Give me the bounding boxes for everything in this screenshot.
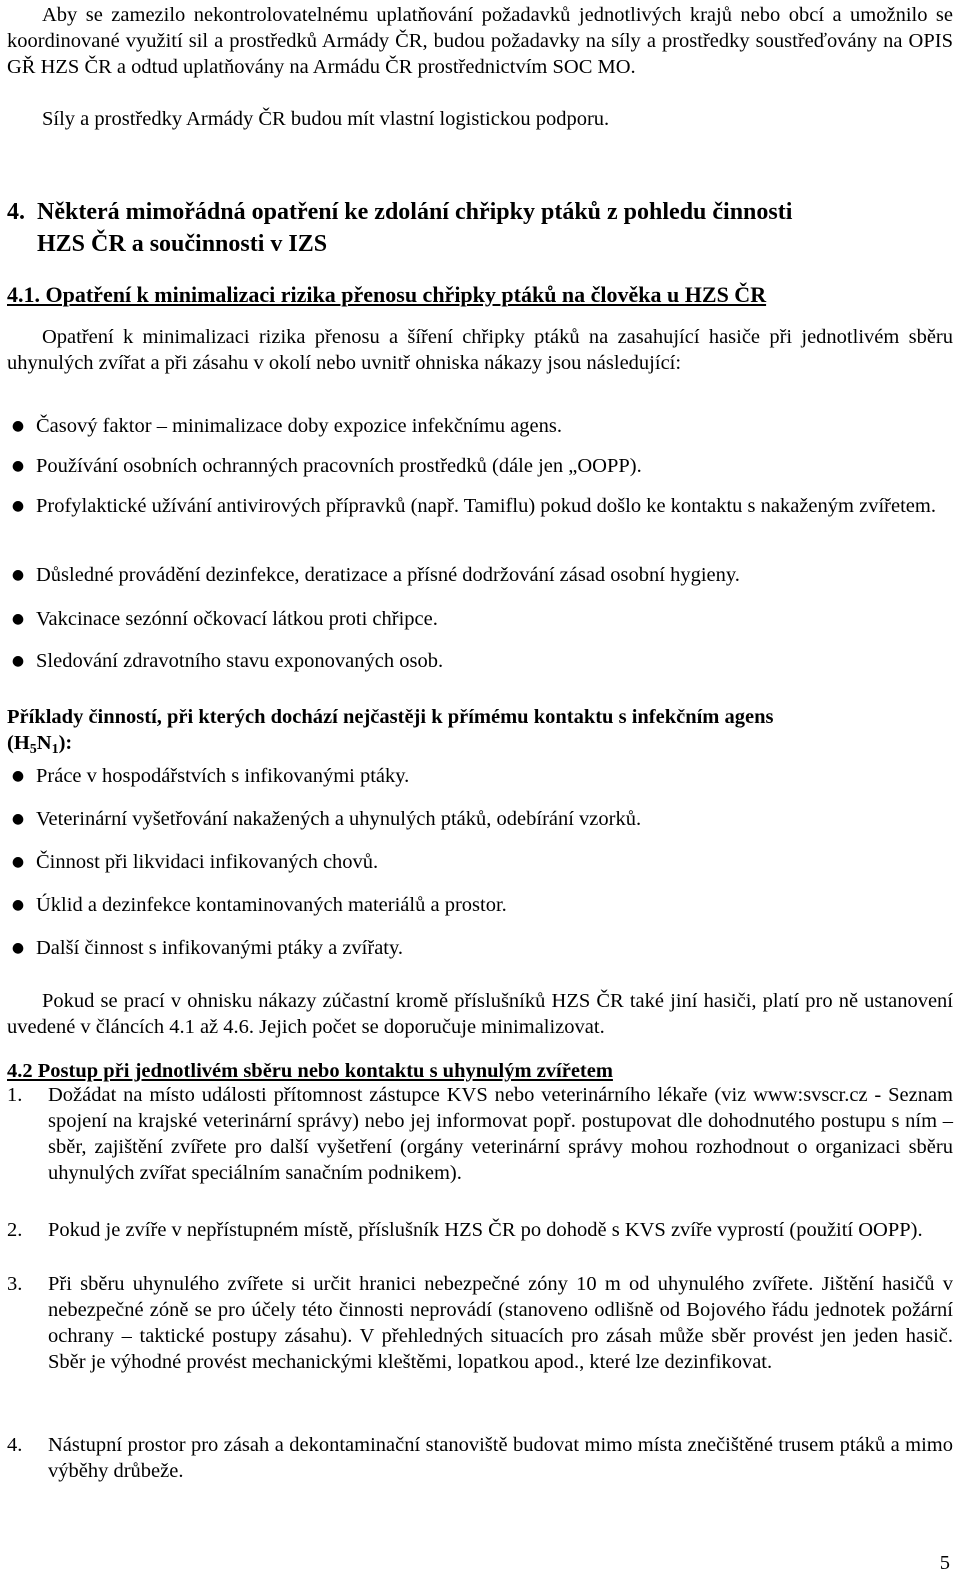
intro-paragraph: Aby se zamezilo nekontrolovatelnému uplatňování požadavků jednotlivých krajů nebo obcí a umožnilo se koordinované využití sil a prostředků Armády ČR, budou požadavky na síly a prostředky soustřeďovány na OPIS GŘ HZS ČR a odtud uplatňovány na Armádu ČR prostřednictvím SOC MO. <box>7 4 953 78</box>
numbered-item: 1. Dožádat na místo události přítomnost zástupce KVS nebo veterinárního lékaře (viz www:svscr.cz - Seznam spojení na krajské veterinární správy) nebo jej informovat popř. postupovat dle dohodnutého postupu s ním – sběr, zajištění zvířete pro další vyšetření (orgány veterinární správy mohou rozhodnout o organizaci sběru uhynulých zvířat speciálním sanačním podnikem). <box>7 1084 953 1184</box>
numbered-item: 4. Nástupní prostor pro zásah a dekontaminační stanoviště budovat mimo místa znečištěné trusem ptáků a mimo výběhy drůbeže. <box>7 1434 953 1482</box>
section-4-title-line2: HZS ČR a součinnosti v IZS <box>37 231 328 257</box>
list-item: ● Používání osobních ochranných pracovních prostředků (dále jen „OOPP). <box>0 453 953 479</box>
list-item: ● Úklid a dezinfekce kontaminovaných materiálů a prostor. <box>0 892 953 918</box>
intro-logistics-sentence: Síly a prostředky Armády ČR budou mít vlastní logistickou podporu. <box>42 108 610 130</box>
bullet-icon: ● <box>11 567 25 583</box>
page-number: 5 <box>939 1552 950 1574</box>
numbered-item: 3. Při sběru uhynulého zvířete si určit hranici nebezpečné zóny 10 m od uhynulého zvířete. Jištění hasičů v nebezpečné zóně se pro účely této činnosti neprovádí (stanoveno odlišně od Bojového řádu jednotek požární ochrany – taktické postupy zásahu). V přehledných situacích pro zásah může sběr provést jen jeden hasič. Sběr je výhodné provést mechanickými kleštěmi, lopatkou apod., které lze dezinfikovat. <box>7 1273 953 1373</box>
section-4-1-heading: 4.1. Opatření k minimalizaci rizika přenosu chřipky ptáků na člověka u HZS ČR <box>7 282 767 307</box>
list-item: ● Důsledné provádění dezinfekce, deratizace a přísné dodržování zásad osobní hygieny. <box>0 562 953 588</box>
bullet-icon: ● <box>11 498 25 514</box>
examples-closing-paragraph: Pokud se prací v ohnisku nákazy zúčastní kromě příslušníků HZS ČR také jiní hasiči, platí pro ně ustanovení uvedené v článcích 4.1 až 4.6. Jejich počet se doporučuje minimalizovat. <box>7 990 953 1038</box>
list-item: ● Vakcinace sezónní očkovací látkou proti chřipce. <box>0 606 953 632</box>
list-item: ● Práce v hospodářstvích s infikovanými ptáky. <box>0 763 953 789</box>
bullet-icon: ● <box>11 811 25 827</box>
list-item: ● Veterinární vyšetřování nakažených a uhynulých ptáků, odebírání vzorků. <box>0 806 953 832</box>
section-4-title-line1: Některá mimořádná opatření ke zdolání chřipky ptáků z pohledu činnosti <box>37 199 793 225</box>
bullet-icon: ● <box>11 897 25 913</box>
list-item: ● Časový faktor – minimalizace doby expozice infekčnímu agens. <box>0 413 953 439</box>
list-item: ● Profylaktické užívání antivirových přípravků (např. Tamiflu) pokud došlo ke kontaktu s nakaženým zvířetem. <box>0 493 953 519</box>
section-4-heading <box>7 196 953 260</box>
bullet-icon: ● <box>11 418 25 434</box>
section-4-1-intro: Opatření k minimalizaci rizika přenosu a šíření chřipky ptáků na zasahující hasiče při jednotlivém sběru uhynulých zvířat a při zásahu v okolí nebo uvnitř ohniska nákazy jsou následující: <box>7 326 953 374</box>
bullet-icon: ● <box>11 768 25 784</box>
list-item: ● Sledování zdravotního stavu exponovaných osob. <box>0 648 953 674</box>
section-4-number: 4. <box>7 199 25 225</box>
examples-heading: Příklady činností, při kterých dochází nejčastěji k přímému kontaktu s infekčním agens $(H_5N_1)$: <box>7 706 774 757</box>
bullet-icon: ● <box>11 854 25 870</box>
list-item: ● Další činnost s infikovanými ptáky a zvířaty. <box>0 935 953 961</box>
bullet-icon: ● <box>11 940 25 956</box>
bullet-icon: ● <box>11 458 25 474</box>
numbered-item: 2. Pokud je zvíře v nepřístupném místě, příslušník HZS ČR po dohodě s KVS zvíře vyprostí (použití OOPP). <box>7 1219 923 1241</box>
bullet-icon: ● <box>11 653 25 669</box>
list-item: ● Činnost při likvidaci infikovaných chovů. <box>0 849 953 875</box>
bullet-icon: ● <box>11 611 25 627</box>
section-4-2-heading: 4.2 Postup při jednotlivém sběru nebo kontaktu s uhynulým zvířetem <box>7 1060 613 1082</box>
